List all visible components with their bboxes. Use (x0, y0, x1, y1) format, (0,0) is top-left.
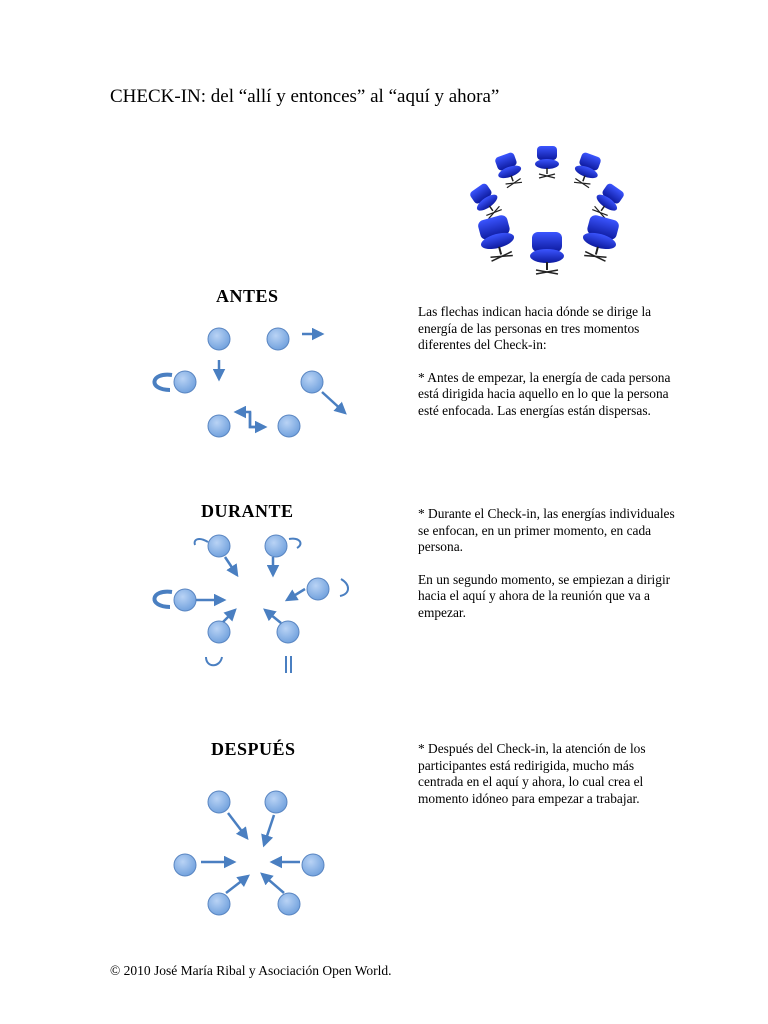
durante-paragraph-1: * Durante el Check-in, las energías individuales se enfocan, en un primer momento, en cada persona. (418, 506, 675, 555)
person-circle (278, 415, 300, 437)
heading-antes: ANTES (216, 286, 279, 306)
person-circle (208, 328, 230, 350)
person-circle (278, 893, 300, 915)
person-circle (208, 621, 230, 643)
person-circle (302, 854, 324, 876)
text-despues (418, 741, 676, 823)
person-circle (307, 578, 329, 600)
text-durante (418, 506, 676, 638)
person-circle (174, 854, 196, 876)
antes-paragraph-2: * Antes de empezar, la energía de cada persona está dirigida hacia aquello en lo que la persona esté enfocada. Las energías están dispersas. (418, 369, 671, 418)
person-circle (267, 328, 289, 350)
page-title: CHECK-IN: del “allí y entonces” al “aquí y ahora” (110, 86, 500, 107)
person-circle (208, 791, 230, 813)
person-circle (174, 371, 196, 393)
text-antes (418, 304, 676, 436)
person-circle (265, 535, 287, 557)
person-circle (208, 415, 230, 437)
person-circle (277, 621, 299, 643)
despues-paragraph-1: * Después del Check-in, la atención de los participantes está redirigida, mucho más centrada en el aquí y ahora, lo cual crea el momento idóneo para empezar a trabajar. (418, 741, 646, 806)
person-circle (265, 791, 287, 813)
person-circle (174, 589, 196, 611)
person-circle (208, 535, 230, 557)
person-circle (208, 893, 230, 915)
antes-paragraph-1: Las flechas indican hacia dónde se dirige la energía de las personas en tres momentos diferentes del Check-in: (418, 304, 652, 353)
heading-despues: DESPUÉS (211, 739, 296, 759)
diagram-despues (174, 791, 324, 915)
durante-paragraph-2: En un segundo momento, se empiezan a dirigir hacia el aquí y ahora de la reunión que va a empezar. (418, 571, 671, 620)
person-circle (301, 371, 323, 393)
heading-durante: DURANTE (201, 501, 294, 521)
diagram-durante (154, 535, 348, 673)
copyright-footer: © 2010 José María Ribal y Asociación Open World. (110, 963, 392, 978)
diagram-antes (154, 328, 345, 437)
